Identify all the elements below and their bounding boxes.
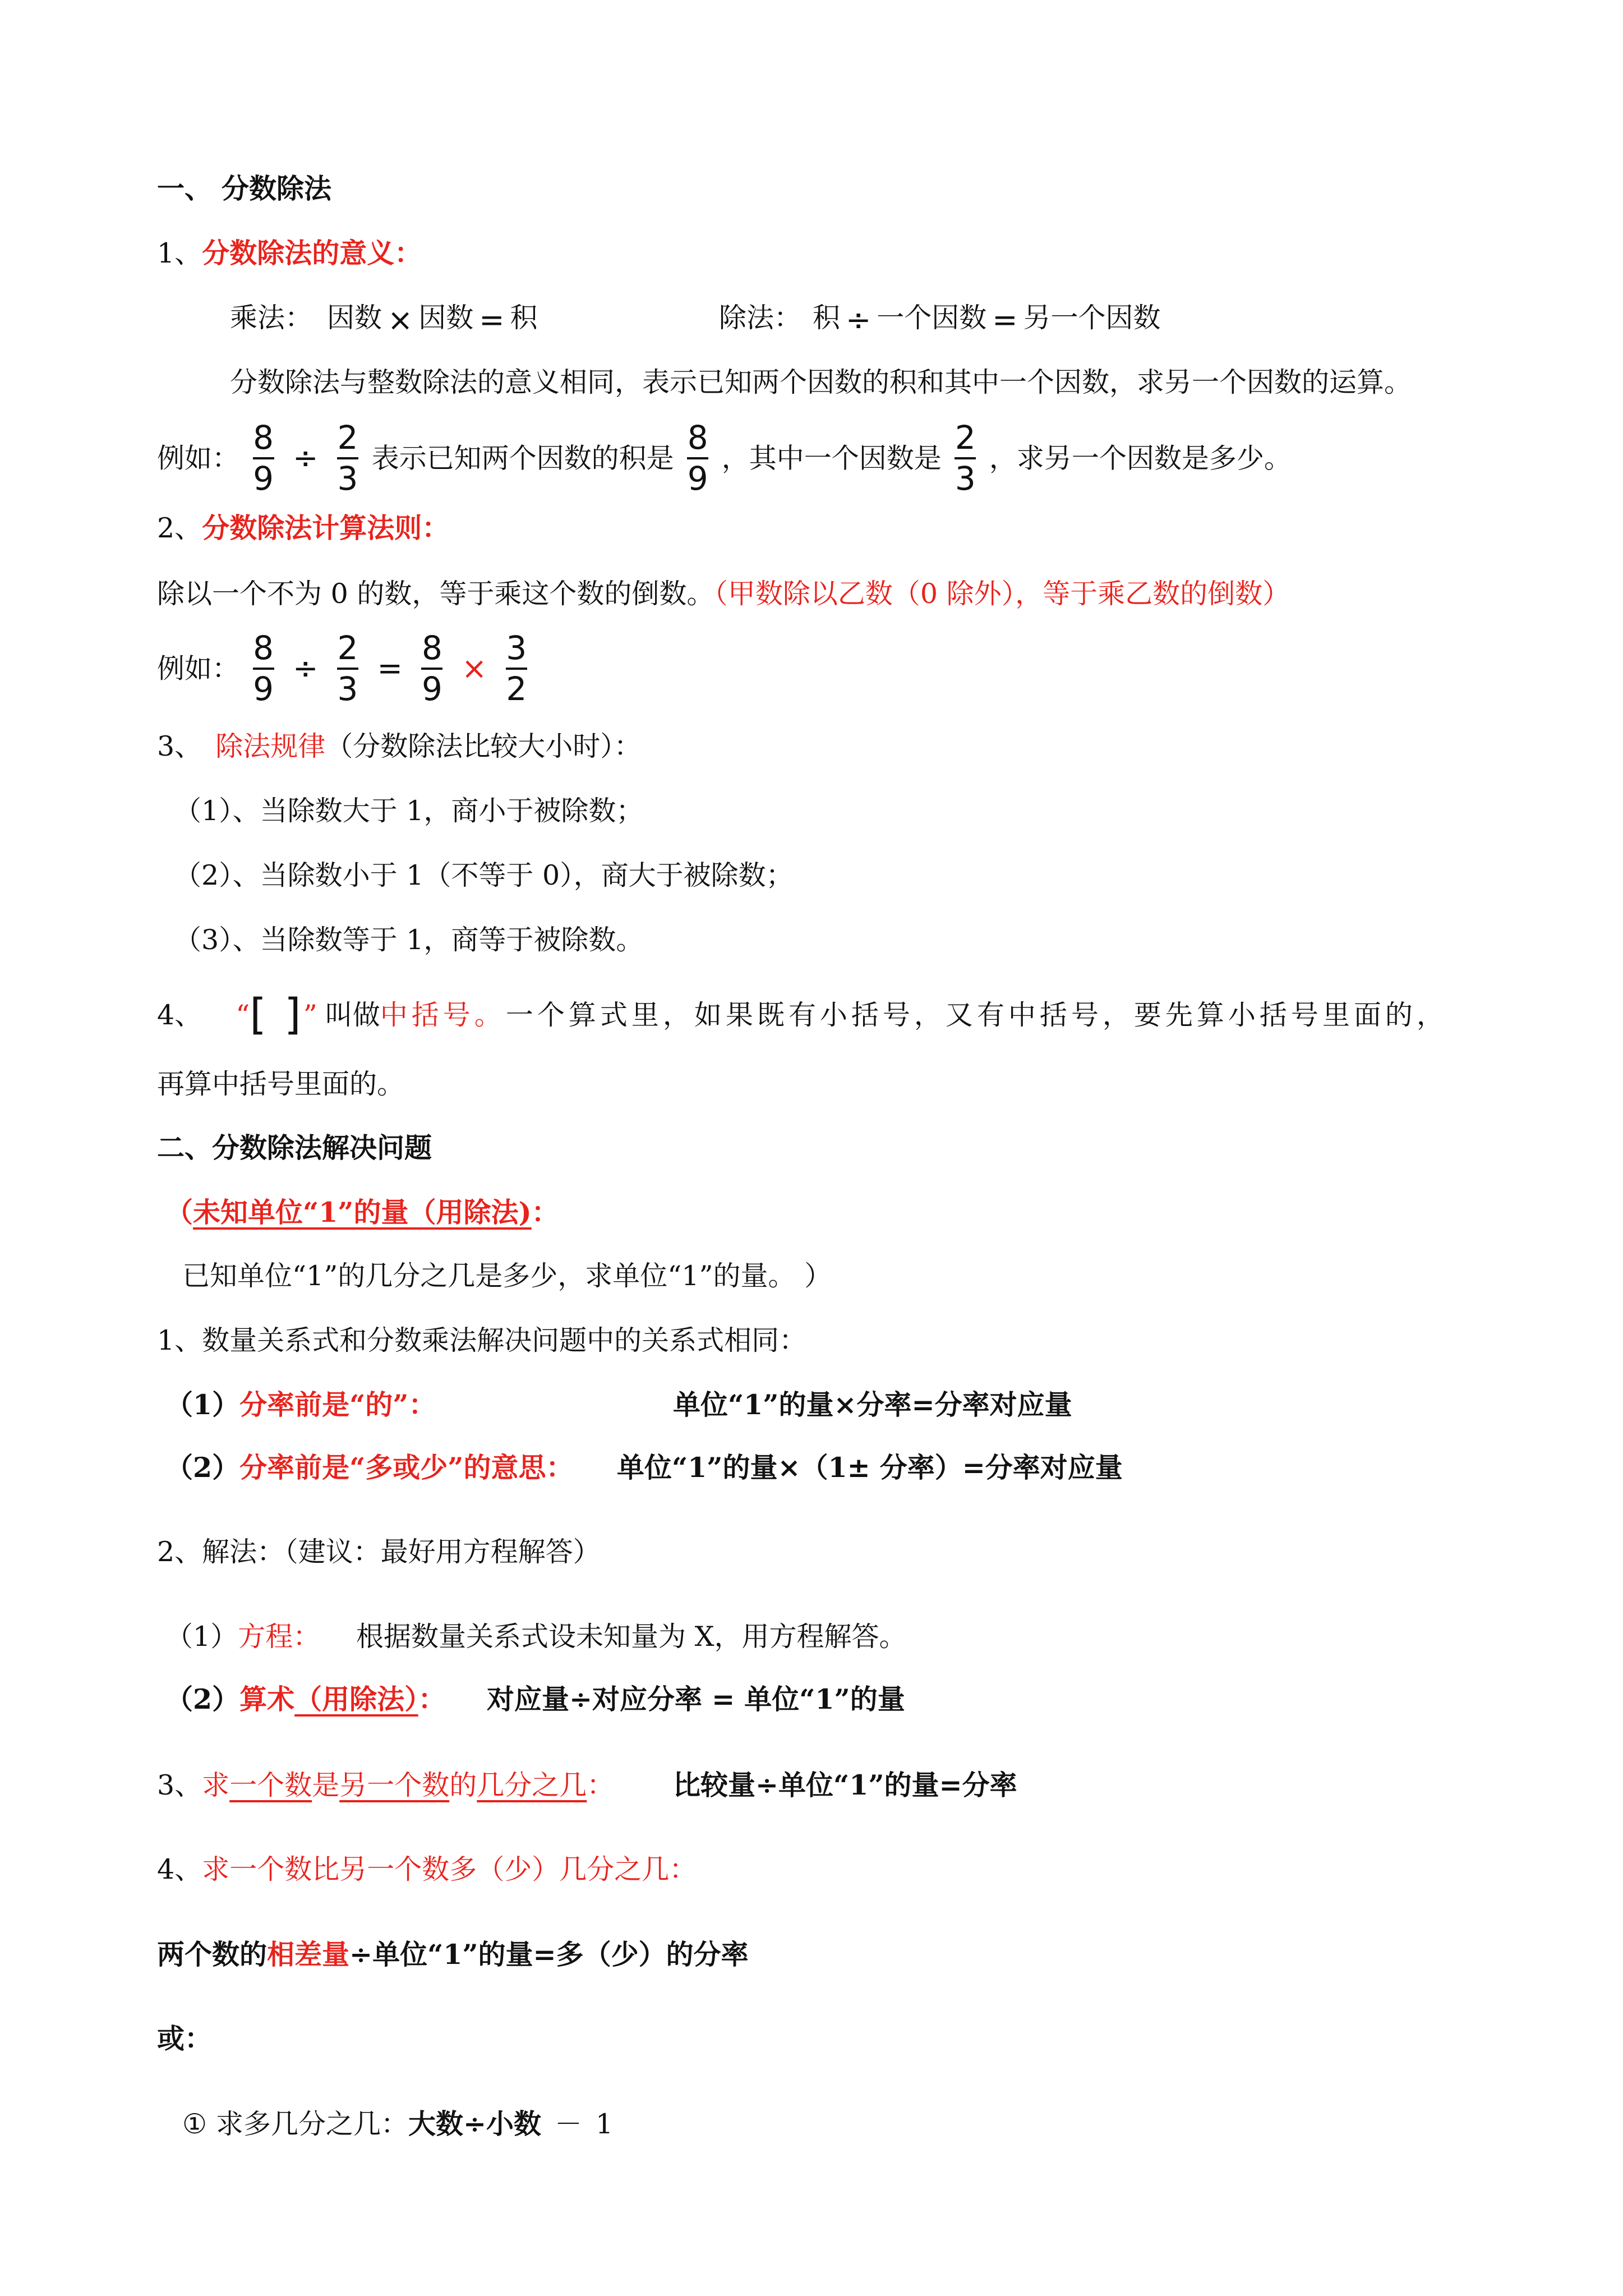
term: 另一个因数 xyxy=(1023,302,1161,334)
fraction xyxy=(506,631,527,706)
section-heading-1: 一、 分数除法 xyxy=(157,172,332,205)
example-2 xyxy=(157,631,532,706)
paren: （ xyxy=(165,1196,193,1228)
minus-sign: － xyxy=(555,2108,583,2140)
denominator: 3 xyxy=(337,459,358,498)
equals-sign: = xyxy=(377,650,403,686)
numerator: 2 xyxy=(337,629,358,667)
term: 积 xyxy=(510,302,538,334)
case-label: 分率前是“的”： xyxy=(239,1388,436,1421)
number: 1 xyxy=(596,2108,614,2140)
times-sign: × xyxy=(388,302,413,338)
subsection-1 xyxy=(157,237,422,269)
subsection-number: 4、 xyxy=(157,999,202,1031)
denominator: 9 xyxy=(421,669,442,708)
numerator: 2 xyxy=(337,418,358,457)
subsection-4-continued: 再算中括号里面的。 xyxy=(157,1068,405,1100)
point-title: 求一个数比另一个数多（少）几分之几： xyxy=(202,1853,697,1885)
label: 例如： xyxy=(157,652,240,685)
point-3 xyxy=(157,1769,615,1801)
times-sign: × xyxy=(461,650,487,686)
point-1: 1、数量关系式和分数乘法解决问题中的关系式相同： xyxy=(157,1324,807,1356)
point-3-formula: 比较量÷单位“1”的量=分率 xyxy=(673,1769,1017,1801)
section-heading-2: 二、分数除法解决问题 xyxy=(157,1131,432,1164)
law-item: （1）、当除数大于 1，商小于被除数； xyxy=(174,795,644,827)
colon: ： xyxy=(418,1683,446,1715)
denominator: 9 xyxy=(687,459,708,498)
quote-close: ” xyxy=(303,999,317,1031)
method-label-underlined: （用除法） xyxy=(294,1683,418,1715)
subsection-number: 3、 xyxy=(157,730,202,762)
case-label: 分率前是“多或少”的意思： xyxy=(239,1451,574,1484)
more-fraction-rule xyxy=(182,2110,613,2138)
subsection-title: 除法规律 xyxy=(215,730,326,762)
colon: ： xyxy=(531,1196,559,1228)
subsection-number: 2、 xyxy=(157,512,202,544)
term: 一个因数 xyxy=(877,302,987,334)
numerator: 8 xyxy=(421,629,442,667)
text: 是 xyxy=(312,1769,340,1801)
subsection-2 xyxy=(157,514,449,542)
subsection-3 xyxy=(157,730,642,762)
case-2-formula: 单位“1”的量×（1± 分率）=分率对应量 xyxy=(617,1451,1123,1484)
term: 因数 xyxy=(327,302,382,334)
subsection-note: （分数除法比较大小时）： xyxy=(325,730,642,762)
text: ÷单位“1”的量=多（少）的分率 xyxy=(349,1938,749,1971)
law-item: （2）、当除数小于 1（不等于 0），商大于被除数； xyxy=(174,859,794,891)
text: 的 xyxy=(449,1769,477,1801)
numerator: 8 xyxy=(687,418,708,457)
division-relation xyxy=(719,302,1161,338)
square-brackets-symbol: [ ] xyxy=(250,989,303,1039)
text: 表示已知两个因数的积是 xyxy=(371,442,674,475)
case-1 xyxy=(165,1388,436,1421)
case-1-formula: 单位“1”的量×分率=分率对应量 xyxy=(673,1388,1072,1421)
division-rule xyxy=(157,580,1290,608)
equals-sign: = xyxy=(992,302,1018,338)
text: ，求另一个因数是多少。 xyxy=(989,442,1292,475)
case-number: （1） xyxy=(165,1388,240,1421)
numerator: 8 xyxy=(253,629,274,667)
term: 因数 xyxy=(418,302,474,334)
rule-text: 除以一个不为 0 的数，等于乘这个数的倒数。 xyxy=(157,578,714,610)
denominator: 3 xyxy=(955,459,976,498)
fraction xyxy=(955,418,976,498)
term: 积 xyxy=(813,302,841,334)
method-2-formula: 对应量÷对应分率 = 单位“1”的量 xyxy=(487,1683,905,1715)
unknown-unit-heading xyxy=(165,1196,559,1228)
point-number: 3、 xyxy=(157,1769,202,1801)
text: 求 xyxy=(202,1769,230,1801)
denominator: 2 xyxy=(506,669,527,708)
underlined-term: 几分之几 xyxy=(477,1769,587,1801)
law-item: （3）、当除数等于 1，商等于被除数。 xyxy=(174,924,644,956)
denominator: 3 xyxy=(337,669,358,708)
subsection-title: 分数除法计算法则： xyxy=(202,512,450,544)
point-2: 2、解法：（建议：最好用方程解答） xyxy=(157,1536,601,1568)
example-1 xyxy=(157,418,1292,498)
fraction xyxy=(337,418,358,498)
numerator: 8 xyxy=(253,418,274,457)
equals-sign: = xyxy=(479,302,505,338)
method-number: （2） xyxy=(165,1683,240,1715)
method-2 xyxy=(165,1683,446,1715)
text: 两个数的 xyxy=(157,1938,268,1971)
text: 一个算式里，如果既有小括号，又有中括号，要先算小括号里面的， xyxy=(505,999,1448,1031)
term: 相差量 xyxy=(267,1938,350,1971)
multiplication-relation xyxy=(230,302,538,338)
method-1-text: 根据数量关系式设未知量为 X，用方程解答。 xyxy=(356,1621,907,1653)
numerator: 3 xyxy=(506,629,527,667)
fraction xyxy=(253,418,274,498)
divide-sign: ÷ xyxy=(293,650,319,686)
difference-formula xyxy=(157,1938,749,1971)
case-number: （2） xyxy=(165,1451,240,1484)
denominator: 9 xyxy=(253,669,274,708)
fraction xyxy=(253,631,274,706)
subsection-4 xyxy=(157,989,1448,1039)
rule-note: （甲数除以乙数（0 除外），等于乘乙数的倒数） xyxy=(714,578,1290,610)
quote-open: “ xyxy=(236,999,250,1031)
fraction xyxy=(687,418,708,498)
method-number: （1） xyxy=(165,1621,238,1653)
formula: 大数÷小数 xyxy=(408,2108,542,2140)
method-label: 算术 xyxy=(239,1683,295,1715)
circled-number: ① xyxy=(182,2108,207,2140)
point-4 xyxy=(157,1853,697,1885)
underlined-term: 一个数 xyxy=(229,1769,312,1801)
divide-sign: ÷ xyxy=(293,440,319,476)
colon: ： xyxy=(587,1769,615,1801)
divide-sign: ÷ xyxy=(846,302,872,338)
text: 叫做 xyxy=(325,999,380,1031)
fraction xyxy=(337,631,358,706)
term: 中括号。 xyxy=(380,999,506,1031)
text: ，其中一个因数是 xyxy=(721,442,942,475)
underlined-term: 另一个数 xyxy=(339,1769,450,1801)
subsection-number: 1、 xyxy=(157,237,202,269)
case-2 xyxy=(165,1451,574,1484)
fraction xyxy=(421,631,442,706)
label: 乘法： xyxy=(230,302,313,334)
subsection-title: 分数除法的意义： xyxy=(202,237,422,269)
text: 求多几分之几： xyxy=(215,2108,408,2140)
or-label: 或： xyxy=(157,2022,213,2055)
denominator: 9 xyxy=(253,459,274,498)
method-1 xyxy=(165,1621,321,1653)
label: 例如： xyxy=(157,442,240,475)
unknown-unit-title: 未知单位“1”的量（用除法) xyxy=(193,1196,532,1228)
meaning-paragraph: 分数除法与整数除法的意义相同，表示已知两个因数的积和其中一个因数，求另一个因数的运算。 xyxy=(230,366,1412,398)
method-label: 方程： xyxy=(238,1621,321,1653)
known-description: 已知单位“1”的几分之几是多少，求单位“1”的量。 ） xyxy=(182,1260,832,1292)
point-number: 4、 xyxy=(157,1853,202,1885)
label: 除法： xyxy=(719,302,802,334)
numerator: 2 xyxy=(955,418,976,457)
